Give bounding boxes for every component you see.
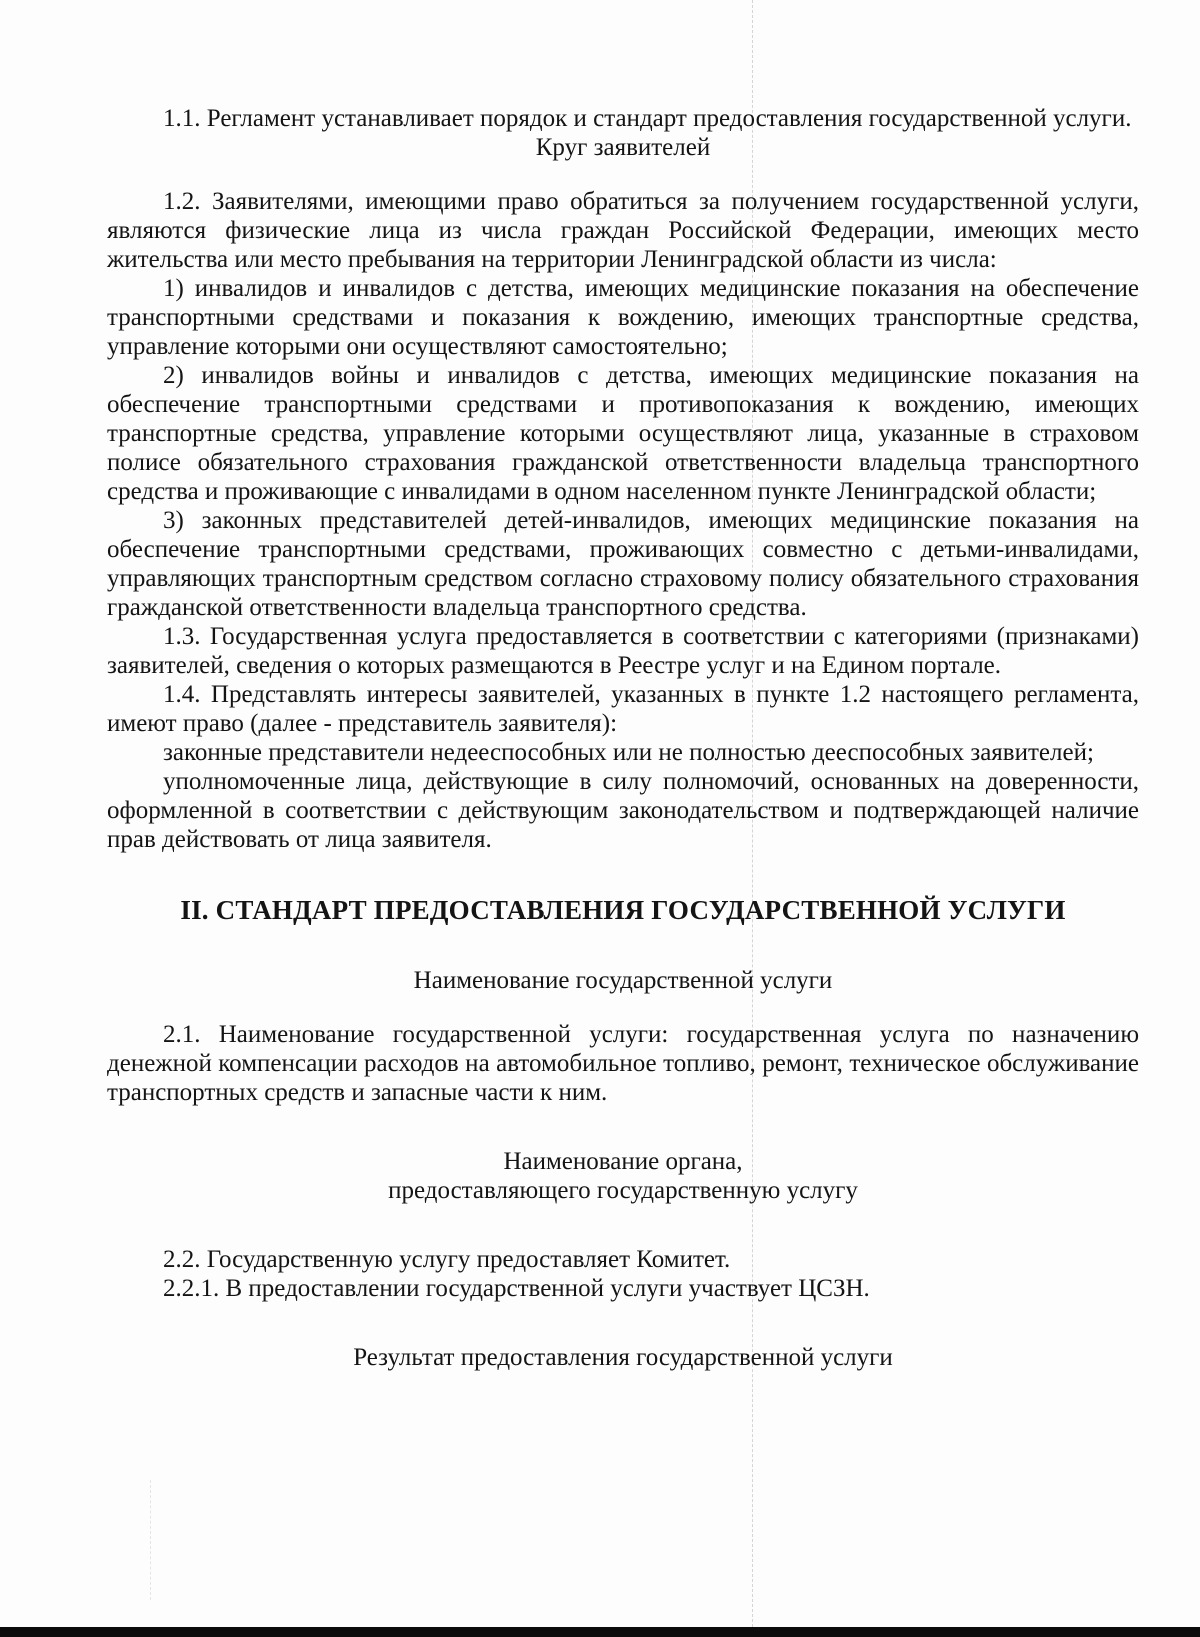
spacer: [107, 995, 1139, 1020]
document-body: [107, 104, 1139, 1372]
heading-result: Результат предоставления государственной услуги: [353, 1344, 893, 1371]
paragraph-2-2-1: 2.2.1. В предоставлении государственной услуги участвует ЦСЗН.: [163, 1275, 870, 1302]
spacer: [107, 1303, 1139, 1343]
heading-applicants: Круг заявителей: [535, 134, 711, 161]
spacer: [107, 1107, 1139, 1147]
section-2-title: II. СТАНДАРТ ПРЕДОСТАВЛЕНИЯ ГОСУДАРСТВЕННОЙ УСЛУГИ: [180, 895, 1066, 925]
paragraph-1-2-item-2: 2) инвалидов войны и инвалидов с детства, имеющих медицинские показания на обеспечение транспортными средствами и противопоказания к вождению, имеющих транспортные средства, управление которыми осуществляют лица, указанные в страховом полисе обязательного страхования гражданской ответственности владельца транспортного средства и проживающие с инвалидами в одном населенном пункте Ленинградской области;: [107, 362, 1139, 505]
paragraph-1-3: 1.3. Государственная услуга предоставляется в соответствии с категориями (признаками) заявителей, сведения о которых размещаются в Реестре услуг и на Едином портале.: [107, 623, 1139, 679]
paragraph-2-1: 2.1. Наименование государственной услуги: государственная услуга по назначению денежной компенсации расходов на автомобильное топливо, ремонт, техническое обслуживание транспортных средств и запасные части к ним.: [107, 1021, 1139, 1106]
paragraph-1-2-item-3: 3) законных представителей детей-инвалидов, имеющих медицинские показания на обеспечение транспортными средствами, проживающих совместно с детьми-инвалидами, управляющих транспортным средством согласно страховому полису обязательного страхования гражданской ответственности владельца транспортного средства.: [107, 507, 1139, 621]
scan-edge-mark: [150, 1480, 151, 1600]
paragraph-1-2: 1.2. Заявителями, имеющими право обратиться за получением государственной услуги, являются физические лица из числа граждан Российской Федерации, имеющих место жительства или место пребывания на территории Ленинградской области из числа:: [107, 188, 1139, 273]
paragraph-1-1: 1.1. Регламент устанавливает порядок и стандарт предоставления государственной услуги.: [163, 105, 1132, 132]
paragraph-1-2-item-1: 1) инвалидов и инвалидов с детства, имеющих медицинские показания на обеспечение транспортными средствами и показания к вождению, имеющих транспортные средства, управление которыми они осуществляют самостоятельно;: [107, 275, 1139, 360]
heading-authority-line-1: Наименование органа,: [503, 1148, 743, 1175]
paragraph-1-4: 1.4. Представлять интересы заявителей, указанных в пункте 1.2 настоящего регламента, имеют право (далее - представитель заявителя):: [107, 681, 1139, 737]
heading-authority-line-2: предоставляющего государственную услугу: [388, 1177, 858, 1204]
spacer: [107, 1205, 1139, 1245]
spacer: [107, 926, 1139, 966]
heading-service-name: Наименование государственной услуги: [413, 967, 833, 994]
spacer: [107, 854, 1139, 894]
paragraph-2-2: 2.2. Государственную услугу предоставляет Комитет.: [163, 1246, 731, 1273]
scan-bottom-edge: [0, 1627, 1200, 1637]
spacer: [107, 162, 1139, 187]
paragraph-1-4-a: законные представители недееспособных или не полностью дееспособных заявителей;: [163, 739, 1094, 766]
paragraph-1-4-b: уполномоченные лица, действующие в силу полномочий, основанных на доверенности, оформленной в соответствии с действующим законодательством и подтверждающей наличие прав действовать от лица заявителя.: [107, 768, 1139, 853]
